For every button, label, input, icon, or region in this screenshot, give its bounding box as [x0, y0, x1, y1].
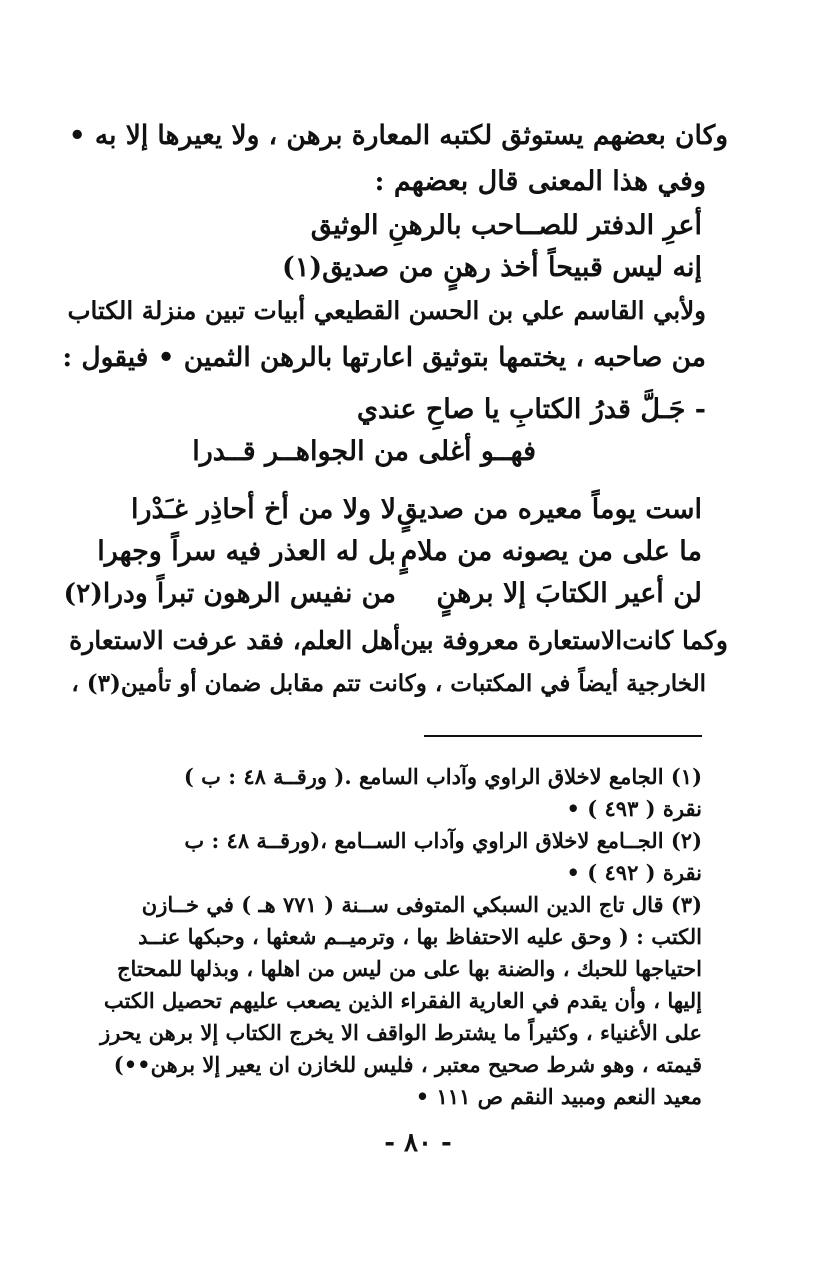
footnote-3-line3: احتياجها للحبك ، والضنة بها على من ليس من اهلها ، وبذلها للمحتاج [116, 956, 702, 981]
footnote-2-line1: (٢) الجــامع لاخلاق الراوي وآداب الســامع ،(ورقــة ٤٨ : ب [184, 828, 702, 853]
footnote-2-line2: نقرة ( ٤٩٢ ) • [566, 860, 702, 885]
para1-line1: وكان بعضهم يستوثق لكتبه المعارة برهن ، ولا يعيرها إلا به • [68, 120, 728, 151]
para1-line2: وفي هذا المعنى قال بعضهم : [374, 166, 706, 197]
poem3-left-line2: بل له العذر فيه سراً وجهرا [97, 536, 396, 567]
footnote-3-line7: معيد النعم ومبيد النقم ص ١١١ • [415, 1084, 702, 1109]
poem2-line1: - جَـلَّ قدرُ الكتابِ يا صاحِ عندي [356, 394, 706, 425]
footnote-3-line4: إليها ، وأن يقدم في العارية الفقراء الذين يصعب عليهم تحصيل الكتب [103, 988, 702, 1013]
footnote-3-line2: الكتب : ( وحق عليه الاحتفاظ بها ، وترميــم شعثها ، وحبكها عنــد [138, 924, 702, 949]
para3-line2: الخارجية أيضاً في المكتبات ، وكانت تتم مقابل ضمان أو تأمين(٣) ، [71, 670, 706, 697]
footnote-3-line6: قيمته ، وهو شرط صحيح معتبر ، فليس للخازن ان يعير إلا برهن••) [113, 1052, 702, 1077]
poem2-line2: فهــو أغلى من الجواهــر قــدرا [192, 436, 536, 467]
poem3-left-line3: من نفيس الرهون تبراً ودرا(٢) [63, 578, 396, 609]
poem3-right-line3: لن أعير الكتابَ إلا برهنٍ [436, 578, 702, 609]
poem3-right-line1: است يوماً معيره من صديقٍ [396, 494, 702, 525]
poem3-right-line2: ما على من يصونه من ملامٍ [400, 536, 702, 567]
poem1-line2: إنه ليس قبيحاً أخذ رهنٍ من صديق(١) [282, 252, 702, 283]
poem3-left-line1: لا ولا من أخ أحاذِر غـَدْرا [130, 494, 396, 525]
poem1-line1: أعرِ الدفتر للصــاحب بالرهنِ الوثيق [310, 210, 702, 241]
para3-line1: وكما كانت‌الاستعارة معروفة بين‌أهل العلم، فقد عرفت الاستعارة [69, 626, 728, 655]
footnote-1-line2: نقرة ( ٤٩٣ ) • [566, 796, 702, 821]
footnote-separator [424, 735, 702, 737]
page-number: - ٨٠ - [384, 1128, 452, 1158]
para2-line2: من صاحبه ، يختمها بتوثيق اعارتها بالرهن الثمين • فيقول : [62, 342, 706, 373]
para2-line1: ولأبي القاسم علي بن الحسن القطيعي أبيات تبين منزلة الكتاب [67, 296, 706, 325]
footnote-1-line1: (١) الجامع لاخلاق الراوي وآداب السامع .( ورقــة ٤٨ : ب ) [183, 764, 702, 789]
footnote-3-line1: (٣) قال تاج الدين السبكي المتوفى ســنة ( ٧٧١ هـ ) في خــازن [141, 892, 702, 917]
footnote-3-line5: على الأغنياء ، وكثيراً ما يشترط الواقف الا يخرج الكتاب إلا برهن يحرز [100, 1020, 702, 1045]
